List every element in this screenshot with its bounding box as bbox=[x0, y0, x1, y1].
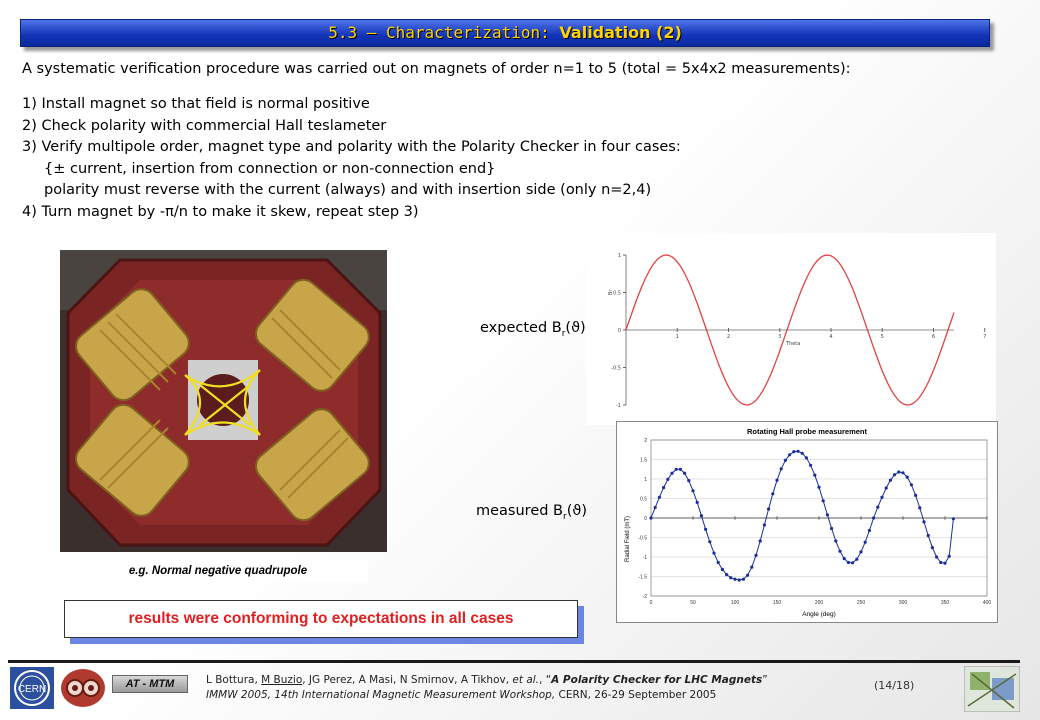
meas-data-point bbox=[830, 527, 833, 530]
quadrupole-magnet-photo bbox=[60, 250, 387, 552]
meas-data-point bbox=[696, 501, 699, 504]
meas-y-tick-label: 2 bbox=[644, 438, 647, 444]
meas-x-tick-label: 100 bbox=[730, 600, 740, 606]
quadrupole-logo-icon bbox=[60, 668, 106, 708]
meas-y-tick-label: 0.5 bbox=[640, 496, 647, 503]
meas-data-point bbox=[700, 514, 703, 517]
workshop-logo bbox=[964, 666, 1020, 712]
meas-data-point bbox=[687, 479, 690, 482]
meas-data-point bbox=[746, 574, 749, 577]
meas-data-point bbox=[801, 452, 804, 455]
meas-data-point bbox=[822, 499, 825, 502]
meas-x-tick-label: 250 bbox=[856, 600, 866, 606]
meas-x-tick-label: 200 bbox=[814, 600, 824, 606]
meas-y-tick-label: -0.5 bbox=[638, 535, 647, 542]
meas-y-tick-label: -1.5 bbox=[638, 574, 647, 581]
meas-data-point bbox=[708, 540, 711, 543]
meas-data-point bbox=[864, 541, 867, 544]
meas-data-point bbox=[893, 473, 896, 476]
meas-data-point bbox=[721, 568, 724, 571]
meas-x-tick-label: 300 bbox=[898, 600, 908, 606]
meas-x-tick-label: 400 bbox=[982, 600, 992, 606]
meas-data-point bbox=[670, 472, 673, 475]
meas-data-point bbox=[750, 566, 753, 569]
paper-title: A Polarity Checker for LHC Magnets bbox=[551, 674, 763, 686]
measured-field-svg bbox=[617, 422, 997, 622]
step-4: 4) Turn magnet by -π/n to make it skew, repeat step 3) bbox=[22, 203, 419, 220]
meas-data-point bbox=[763, 523, 766, 526]
measured-label-sub: r bbox=[563, 511, 567, 522]
expected-label-sub: r bbox=[561, 328, 566, 339]
expected-label-arg: (ϑ) bbox=[565, 320, 586, 336]
meas-data-point bbox=[922, 520, 925, 523]
workshop-logo-icon bbox=[964, 666, 1020, 712]
meas-data-point bbox=[906, 476, 909, 479]
authors-pre: L Bottura, bbox=[206, 674, 262, 686]
meas-data-point bbox=[847, 561, 850, 564]
expected-field-plot bbox=[586, 233, 996, 425]
meas-data-point bbox=[729, 576, 732, 579]
meas-data-point bbox=[788, 453, 791, 456]
exp-y-tick-label: 1 bbox=[617, 253, 621, 259]
meas-data-point bbox=[775, 479, 778, 482]
result-box: results were conforming to expectations in all cases bbox=[64, 600, 578, 638]
at-mtm-logo: AT - MTM bbox=[112, 675, 188, 693]
meas-data-point bbox=[771, 492, 774, 495]
exp-x-tick-label: 6 bbox=[931, 334, 936, 340]
meas-data-point bbox=[838, 550, 841, 553]
meas-data-point bbox=[880, 496, 883, 499]
quote-open: , “ bbox=[539, 674, 552, 686]
procedure-steps bbox=[22, 94, 681, 223]
meas-data-point bbox=[704, 528, 707, 531]
meas-data-point bbox=[914, 494, 917, 497]
meas-data-point bbox=[759, 539, 762, 542]
meas-data-point bbox=[855, 558, 858, 561]
meas-data-point bbox=[868, 529, 871, 532]
step-3-cases: {± current, insertion from connection or non-connection end} bbox=[44, 160, 496, 177]
meas-data-point bbox=[742, 578, 745, 581]
meas-data-point bbox=[780, 467, 783, 470]
meas-x-axis-label: Angle (deg) bbox=[802, 611, 836, 618]
meas-x-tick-label: 150 bbox=[772, 600, 782, 606]
exp-x-tick-label: 1 bbox=[675, 334, 679, 340]
meas-data-point bbox=[876, 506, 879, 509]
exp-x-tick-label: 2 bbox=[726, 334, 731, 340]
meas-data-point bbox=[733, 578, 736, 581]
meas-data-point bbox=[784, 459, 787, 462]
exp-x-tick-label: 4 bbox=[829, 334, 833, 340]
meas-data-point bbox=[683, 472, 686, 475]
measured-field-plot bbox=[616, 421, 998, 623]
meas-data-point bbox=[738, 578, 741, 581]
meas-data-point bbox=[872, 516, 875, 519]
meas-data-point bbox=[817, 486, 820, 489]
meas-data-point bbox=[796, 450, 799, 453]
meas-data-point bbox=[725, 573, 728, 576]
meas-data-point bbox=[717, 561, 720, 564]
quadrupole-logo bbox=[60, 668, 106, 708]
quote-close: ” bbox=[762, 674, 768, 686]
meas-y-tick-label: 0 bbox=[644, 516, 647, 522]
meas-data-point bbox=[805, 456, 808, 459]
meas-data-point bbox=[809, 464, 812, 467]
meas-data-point bbox=[754, 554, 757, 557]
step-2: 2) Check polarity with commercial Hall teslameter bbox=[22, 117, 387, 134]
exp-y-axis-label: Br bbox=[608, 289, 614, 295]
meas-data-point bbox=[885, 486, 888, 489]
measured-label-arg: (ϑ) bbox=[566, 503, 587, 519]
meas-data-point bbox=[767, 507, 770, 510]
intro-text: A systematic verification procedure was carried out on magnets of order n=1 to 5 (total = 5x4x2 measurements): bbox=[22, 61, 851, 77]
meas-data-point bbox=[826, 513, 829, 516]
meas-data-point bbox=[859, 550, 862, 553]
cern-logo-text: CERN bbox=[17, 684, 47, 695]
meas-data-point bbox=[851, 561, 854, 564]
meas-data-point bbox=[658, 496, 661, 499]
meas-data-point bbox=[910, 483, 913, 486]
measured-label bbox=[476, 503, 587, 522]
meas-data-point bbox=[931, 546, 934, 549]
meas-data-point bbox=[649, 516, 652, 519]
meas-data-point bbox=[654, 506, 657, 509]
expected-label-main: expected B bbox=[480, 320, 562, 336]
conference-date: CERN, 26-29 September 2005 bbox=[555, 689, 717, 701]
meas-data-point bbox=[813, 474, 816, 477]
exp-x-tick-label: 5 bbox=[880, 334, 884, 340]
meas-data-point bbox=[948, 555, 951, 558]
exp-x-tick-label: 3 bbox=[778, 334, 782, 340]
meas-data-point bbox=[679, 468, 682, 471]
meas-data-point bbox=[939, 561, 942, 564]
meas-y-tick-label: -1 bbox=[642, 555, 647, 561]
footer-reference bbox=[206, 673, 768, 703]
meas-y-tick-label: 1 bbox=[644, 477, 647, 483]
step-3-note: polarity must reverse with the current (always) and with insertion side (only n=2,4) bbox=[44, 182, 652, 198]
footer-conference bbox=[206, 688, 768, 703]
meas-data-point bbox=[666, 478, 669, 481]
meas-data-point bbox=[712, 552, 715, 555]
photo-caption: e.g. Normal negative quadrupole bbox=[68, 560, 368, 582]
exp-x-tick-label: 7 bbox=[983, 334, 987, 340]
page-number: (14/18) bbox=[874, 679, 915, 692]
meas-data-point bbox=[843, 557, 846, 560]
meas-y-axis-label: Radial Field (mT) bbox=[625, 515, 631, 562]
exp-y-tick-label: 0 bbox=[617, 328, 621, 334]
exp-y-tick-label: -1 bbox=[616, 403, 621, 409]
meas-data-point bbox=[952, 517, 955, 520]
conference-name: IMMW 2005, 14th International Magnetic Measurement Workshop, bbox=[206, 689, 556, 701]
slide-title bbox=[20, 19, 990, 47]
step-1: 1) Install magnet so that field is normal positive bbox=[22, 96, 370, 112]
meas-data-point bbox=[662, 486, 665, 489]
meas-data-point bbox=[675, 468, 678, 471]
meas-data-point bbox=[834, 539, 837, 542]
meas-series-line bbox=[651, 451, 953, 580]
title-prefix: 5.3 – Characterization: bbox=[328, 23, 560, 42]
quadrupole-photo-drawing bbox=[60, 250, 387, 552]
exp-y-tick-label: 0.5 bbox=[613, 290, 621, 297]
meas-data-point bbox=[897, 470, 900, 473]
footer-divider bbox=[8, 660, 1020, 663]
meas-data-point bbox=[943, 562, 946, 565]
meas-data-point bbox=[918, 506, 921, 509]
expected-field-svg bbox=[586, 233, 996, 425]
author-underlined: M Buzio bbox=[261, 674, 303, 686]
meas-x-tick-label: 0 bbox=[649, 600, 653, 606]
meas-x-tick-label: 50 bbox=[690, 600, 696, 606]
cern-logo bbox=[10, 667, 54, 709]
meas-chart-title: Rotating Hall probe measurement bbox=[746, 427, 868, 436]
authors-etal: et al. bbox=[512, 674, 540, 686]
meas-data-point bbox=[901, 471, 904, 474]
footer-authors bbox=[206, 673, 768, 688]
meas-data-point bbox=[935, 555, 938, 558]
title-bold: Validation (2) bbox=[559, 23, 682, 42]
authors-post: , JG Perez, A Masi, N Smirnov, A Tikhov, bbox=[302, 674, 513, 686]
exp-x-axis-label: Theta bbox=[786, 341, 801, 347]
exp-y-tick-label: -0.5 bbox=[611, 365, 621, 372]
expected-label bbox=[480, 320, 586, 339]
meas-data-point bbox=[927, 534, 930, 537]
meas-data-point bbox=[889, 479, 892, 482]
meas-data-point bbox=[691, 489, 694, 492]
measured-label-main: measured B bbox=[476, 503, 563, 519]
step-3: 3) Verify multipole order, magnet type and polarity with the Polarity Checker in four cases: bbox=[22, 139, 681, 155]
meas-y-tick-label: 1.5 bbox=[640, 457, 647, 464]
meas-data-point bbox=[792, 450, 795, 453]
meas-x-tick-label: 350 bbox=[940, 600, 950, 606]
cern-logo-icon bbox=[10, 667, 54, 709]
meas-y-tick-label: -2 bbox=[642, 594, 647, 600]
